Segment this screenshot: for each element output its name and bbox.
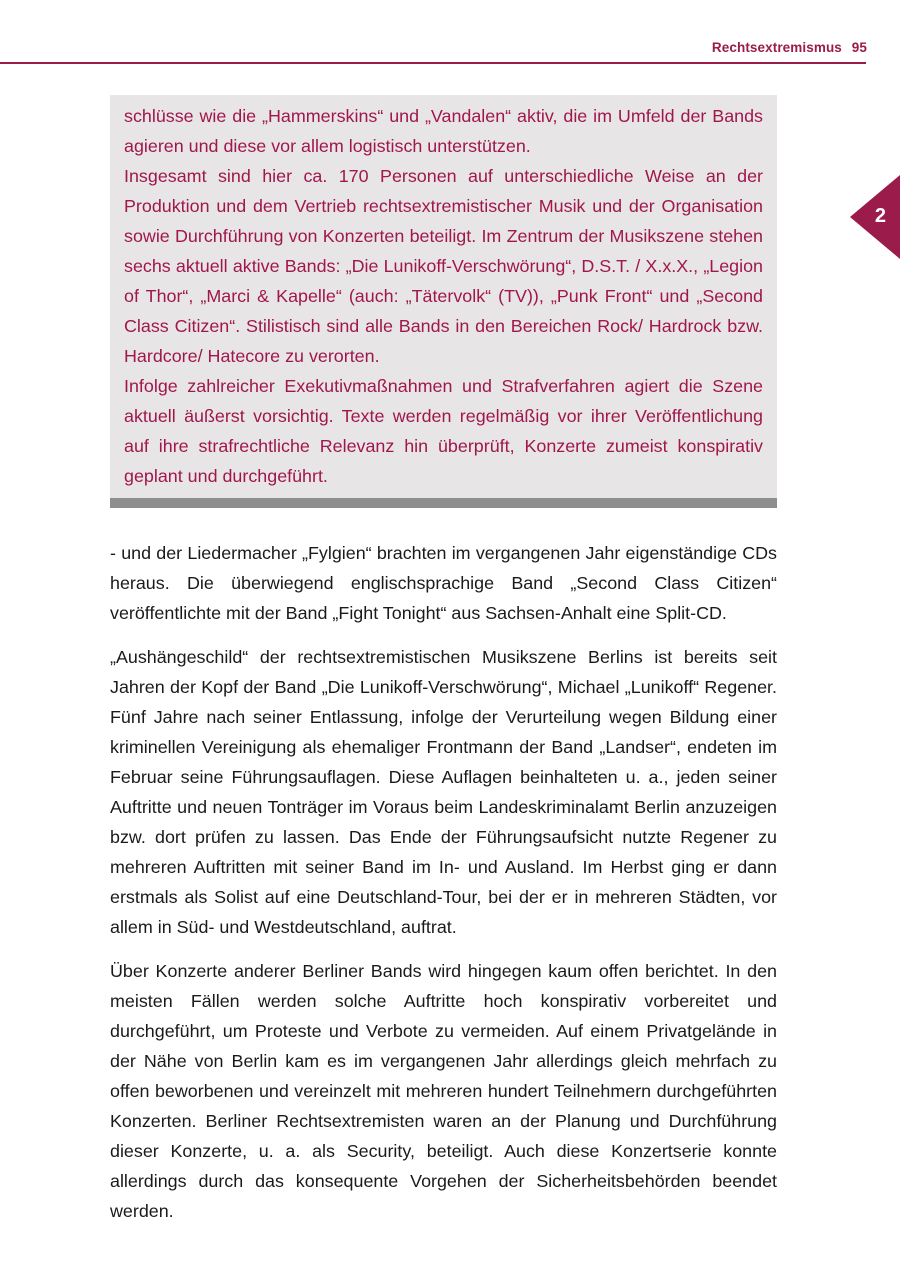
info-box-paragraph: Infolge zahlreicher Exekutivmaßnahmen und Strafverfahren agiert die Szene aktuell äußerst vorsichtig. Texte werden regelmäßig vor ihrer Veröffentlichung auf ihre strafrechtliche Relevanz hin überprüft, Konzerte zumeist konspirativ geplant und durchgeführt. xyxy=(124,376,763,486)
info-box-bottom-bar xyxy=(110,498,777,508)
page-number: 95 xyxy=(851,40,867,55)
body-paragraph: Über Konzerte anderer Berliner Bands wird hingegen kaum offen berichtet. In den meisten Fällen werden solche Auftritte hoch konspirativ vorbereitet und durchgeführt, um Proteste und Verbote zu vermeiden. Auf einem Privatgelände in der Nähe von Berlin kam es im vergangenen Jahr allerdings gleich mehrfach zu offen beworbenen und vereinzelt mit mehreren hundert Teilnehmern durchgeführten Konzerten. Berliner Rechtsextremisten waren an der Planung und Durchführung dieser Konzerte, u. a. als Security, beteiligt. Auch diese Konzertserie konnte allerdings durch das konsequente Vorgehen der Sicherheitsbehörden beendet werden. xyxy=(110,961,777,1221)
section-title: Rechtsextremismus xyxy=(711,40,842,55)
running-header xyxy=(712,40,867,55)
body-paragraph: - und der Liedermacher „Fylgien“ brachten im vergangenen Jahr eigenständige CDs heraus. Die überwiegend englischsprachige Band „Second Class Citizen“ veröffentlichte mit der Band „Fight Tonight“ aus Sachsen-Anhalt eine Split-CD. xyxy=(110,543,777,623)
header-rule xyxy=(0,62,866,64)
chapter-number: 2 xyxy=(874,205,886,227)
body-text xyxy=(110,538,777,1240)
body-paragraph: „Aushängeschild“ der rechtsextremistischen Musikszene Berlins ist bereits seit Jahren der Kopf der Band „Die Lunikoff-Verschwörung“, Michael „Lunikoff“ Regener. Fünf Jahre nach seiner Entlassung, infolge der Verurteilung wegen Bildung einer kriminellen Vereinigung als ehemaliger Frontmann der Band „Landser“, endeten im Februar seine Führungsauflagen. Diese Auflagen beinhalteten u. a., jeden seiner Auftritte und neuen Tonträger im Voraus beim Landeskriminalamt Berlin anzuzeigen bzw. dort prüfen zu lassen. Das Ende der Führungsaufsicht nutzte Regener zu mehreren Auftritten mit seiner Band im In- und Ausland. Im Herbst ging er dann erstmals als Solist auf eine Deutschland-Tour, bei der er in mehreren Städten, vor allem in Süd- und Westdeutschland, auftrat. xyxy=(110,647,777,937)
info-box-paragraph: schlüsse wie die „Hammerskins“ und „Vandalen“ aktiv, die im Umfeld der Bands agieren und diese vor allem logistisch unterstützen. xyxy=(124,106,763,156)
info-box xyxy=(110,95,777,498)
info-box-paragraph: Insgesamt sind hier ca. 170 Personen auf unterschiedliche Weise an der Produktion und dem Vertrieb rechtsextremistischer Musik und der Organisation sowie Durchführung von Konzerten beteiligt. Im Zentrum der Musikszene stehen sechs aktuell aktive Bands: „Die Lunikoff-Verschwörung“, D.S.T. / X.x.X., „Legion of Thor“, „Marci & Kapelle“ (auch: „Tätervolk“ (TV)), „Punk Front“ und „Second Class Citizen“. Stilistisch sind alle Bands in den Bereichen Rock/ Hardrock bzw. Hardcore/ Hatecore zu verorten. xyxy=(124,166,763,366)
